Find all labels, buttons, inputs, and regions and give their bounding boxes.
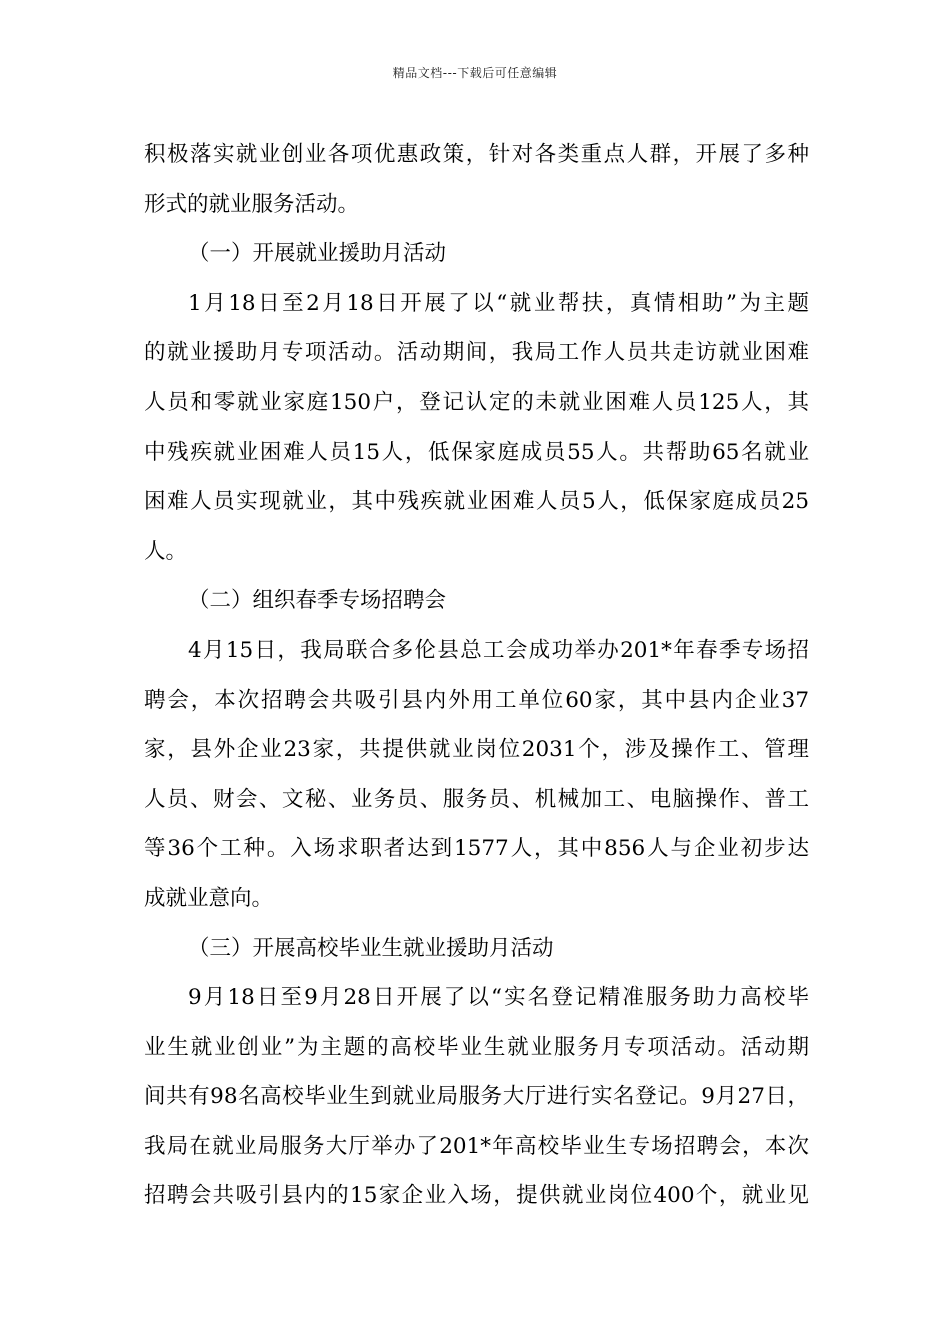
page-header: 精品文档---下载后可任意编辑 [392, 66, 558, 80]
text-line: 的就业援助月专项活动。活动期间，我局工作人员共走访就业困难 [144, 340, 809, 366]
text-line: 等36个工种。入场求职者达到1577人，其中856人与企业初步达 [144, 836, 809, 862]
text-line: 人。 [144, 538, 188, 564]
text-line: 间共有98名高校毕业生到就业局服务大厅进行实名登记。9月27日， [144, 1084, 809, 1110]
text-line: 中残疾就业困难人员15人，低保家庭成员55人。共帮助65名就业 [144, 439, 809, 465]
text-line: 形式的就业服务活动。 [144, 191, 360, 217]
text-line: 聘会，本次招聘会共吸引县内外用工单位60家，其中县内企业37 [144, 687, 809, 713]
section-heading: （二）组织春季专场招聘会 [188, 588, 447, 614]
text-line: 困难人员实现就业，其中残疾就业困难人员5人，低保家庭成员25 [144, 489, 809, 515]
text-line: 9月18日至9月28日开展了以“实名登记精准服务助力高校毕 [188, 985, 809, 1011]
section-heading: （一）开展就业援助月活动 [188, 241, 447, 267]
text-line: 招聘会共吸引县内的15家企业入场，提供就业岗位400个，就业见 [144, 1183, 809, 1209]
text-line: 业生就业创业”为主题的高校毕业生就业服务月专项活动。活动期 [144, 1034, 809, 1060]
document-body [144, 130, 809, 1221]
text-line: 4月15日，我局联合多伦县总工会成功举办201*年春季专场招 [188, 637, 809, 663]
text-line: 人员和零就业家庭150户，登记认定的未就业困难人员125人，其 [144, 389, 809, 415]
text-line: 我局在就业局服务大厅举办了201*年高校毕业生专场招聘会，本次 [144, 1133, 809, 1159]
text-line: 家，县外企业23家，共提供就业岗位2031个，涉及操作工、管理 [144, 737, 809, 763]
section-heading: （三）开展高校毕业生就业援助月活动 [188, 935, 554, 961]
text-line: 人员、财会、文秘、业务员、服务员、机械加工、电脑操作、普工 [144, 786, 809, 812]
text-line: 积极落实就业创业各项优惠政策，针对各类重点人群，开展了多种 [144, 142, 809, 167]
text-line: 成就业意向。 [144, 885, 274, 911]
text-line: 1月18日至2月18日开展了以“就业帮扶，真情相助”为主题 [188, 290, 809, 316]
